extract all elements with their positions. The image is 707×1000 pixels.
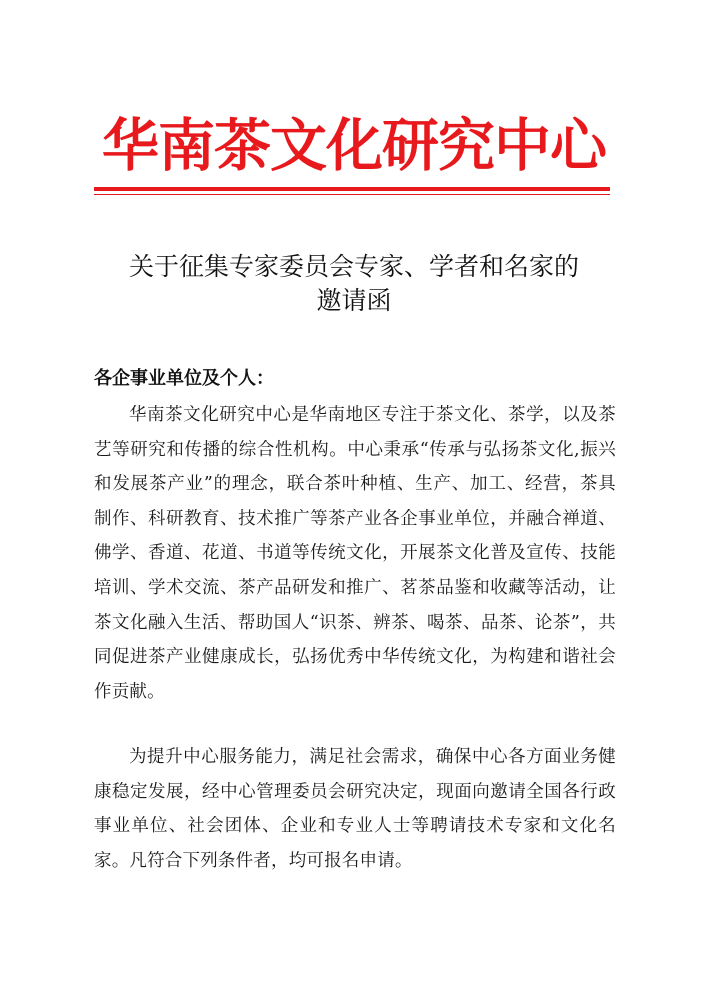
document-title-line-1: 关于征集专家委员会专家、学者和名家的 (128, 252, 579, 281)
document-title-line-2: 邀请函 (316, 286, 392, 315)
body-paragraph: 为提升中心服务能力，满足社会需求，确保中心各方面业务健康稳定发展，经中心管理委员会研究决定，现面向邀请全国各行政事业单位、社会团体、企业和专业人士等聘请技术专家和文化名家。凡符合下列条件者，均可报名申请。 (94, 747, 616, 871)
letterhead-rule-thick (94, 187, 610, 191)
letterhead-rule-thin (94, 194, 610, 195)
letterhead (80, 108, 628, 188)
salutation: 各企事业单位及个人： (94, 368, 274, 389)
document-title (60, 250, 648, 318)
organization-name: 华南茶文化研究中心 (102, 112, 606, 179)
body-paragraph: 华南茶文化研究中心是华南地区专注于茶文化、茶学，以及茶艺等研究和传播的综合性机构。中心秉承“传承与弘扬茶文化,振兴和发展茶产业”的理念，联合茶叶种植、生产、加工、经营，茶具制作、科研教育、技术推广等茶产业各企事业单位，并融合禅道、佛学、香道、花道、书道等传统文化，开展茶文化普及宣传、技能培训、学术交流、茶产品研发和推广、茗茶品鉴和收藏等活动，让茶文化融入生活、帮助国人“识茶、辨茶、喝茶、品茶、论茶”，共同促进茶产业健康成长，弘扬优秀中华传统文化，为构建和谐社会作贡献。 (94, 405, 616, 702)
